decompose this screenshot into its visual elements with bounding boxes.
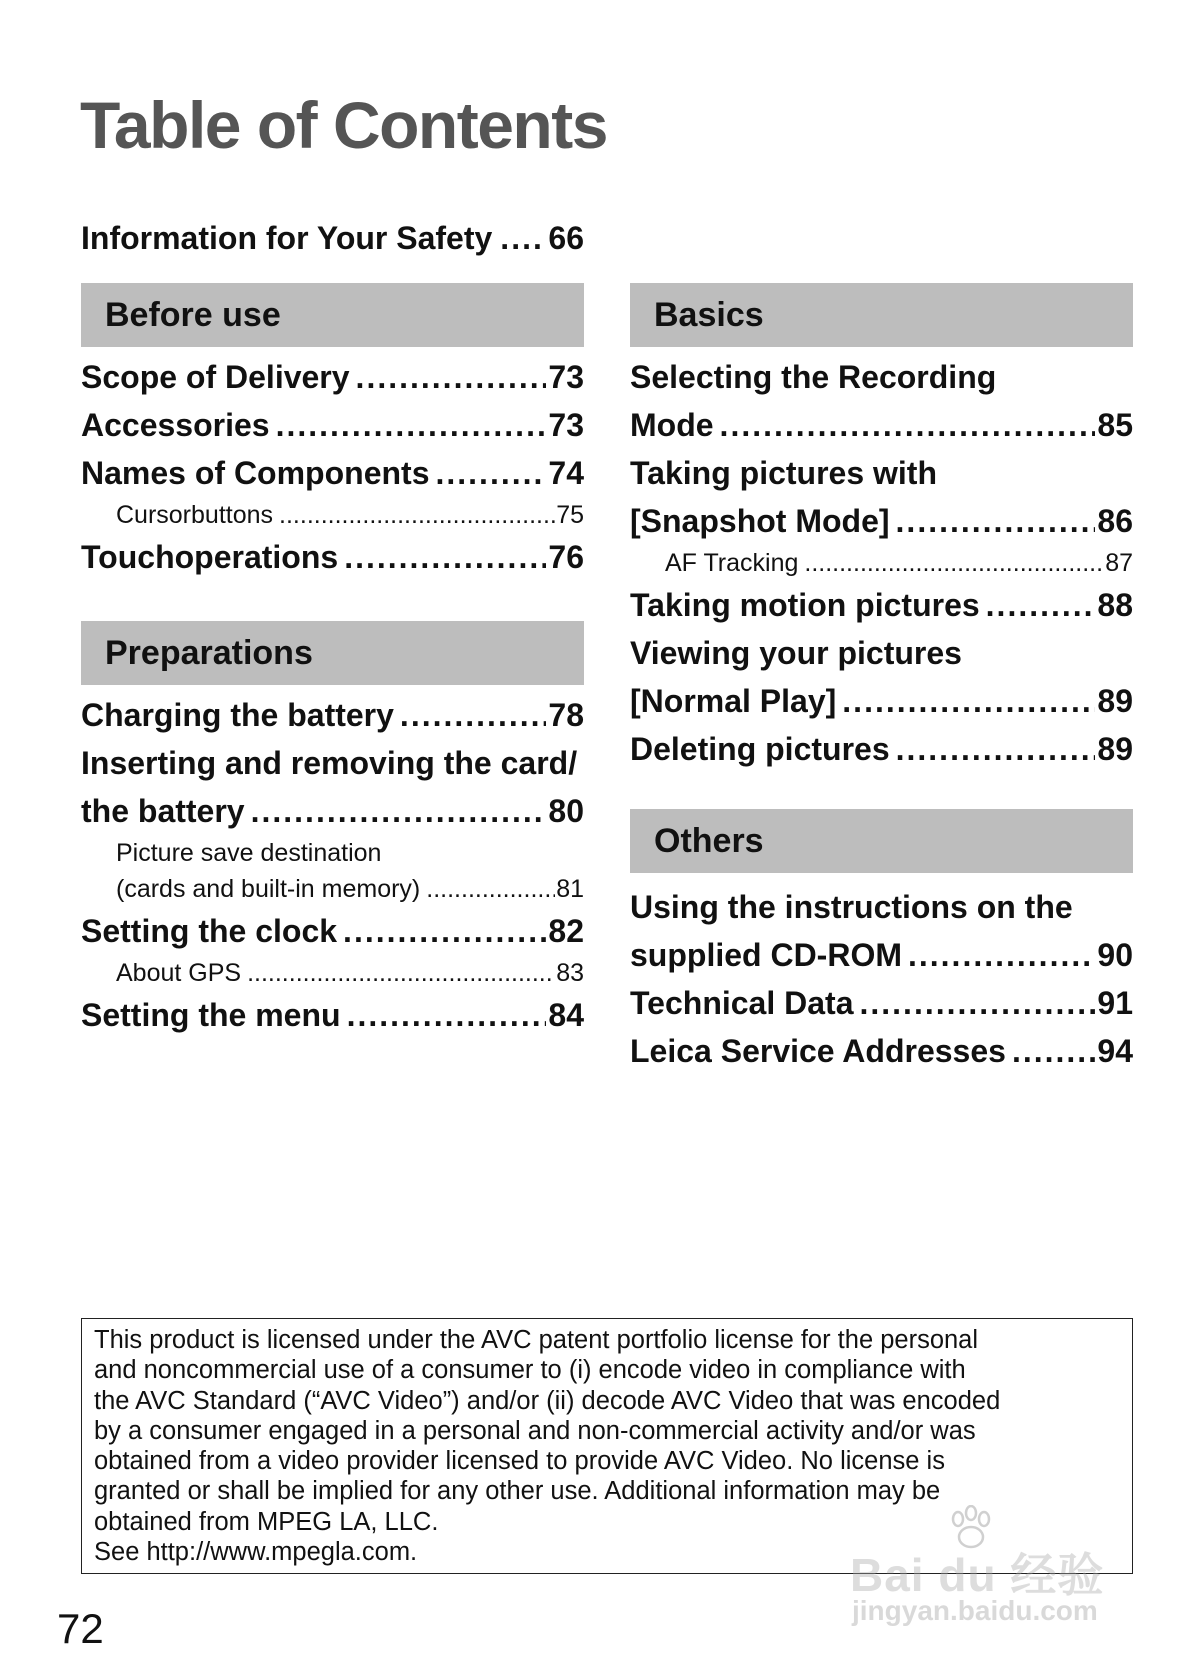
toc-entry-label: Touchoperations [81,539,339,575]
toc-entry-motion[interactable] [630,581,1133,629]
leader-dots [908,931,1095,979]
safety-entry-wrap [81,214,584,262]
toc-entry-inserting-line1[interactable]: Inserting and removing the card/ [81,745,578,781]
leader-dots [343,907,546,955]
toc-subentry-cursor[interactable] [81,497,584,533]
toc-subentry-af[interactable] [630,545,1133,581]
toc-entry-viewing-line1[interactable]: Viewing your pictures [630,635,962,671]
leader-dots [356,353,547,401]
watermark-logo: Bai du 经验 [850,1549,1105,1601]
leader-dots [426,871,555,907]
notice-line: granted or shall be implied for any other use. Additional information may be [94,1477,941,1506]
leader-dots [347,991,547,1039]
toc-left-column [81,283,584,1039]
leader-dots [435,449,546,497]
leader-dots [500,214,546,262]
toc-entry-deleting[interactable] [630,725,1133,773]
toc-entry-clock[interactable] [81,907,584,955]
notice-line: and noncommercial use of a consumer to (i) encode video in compliance with [94,1356,966,1385]
toc-entry-label: Setting the clock [81,913,338,949]
leader-dots [720,401,1096,449]
toc-entry-menu[interactable] [81,991,584,1039]
leader-dots [251,787,547,835]
notice-line: obtained from MPEG LA, LLC. [94,1507,439,1536]
section-heading-before-use: Before use [81,283,584,347]
toc-entry-label: Setting the menu [81,997,341,1033]
toc-entry-page: 73 [548,407,584,443]
toc-entry-scope[interactable] [81,353,584,401]
toc-entry-inserting[interactable] [81,787,584,835]
toc-entry-label: supplied CD-ROM [630,937,902,973]
toc-entry-label: the battery [81,793,245,829]
toc-entry-label: Technical Data [630,985,854,1021]
toc-entry-page: 90 [1097,937,1133,973]
toc-entry-label: Names of Components [81,455,430,491]
notice-line: This product is licensed under the AVC patent portfolio license for the personal [94,1326,979,1354]
toc-entry-charging[interactable] [81,691,584,739]
leader-dots [276,401,547,449]
page-title: Table of Contents [80,88,607,162]
toc-entry-page: 85 [1097,407,1133,443]
leader-dots [986,581,1096,629]
leader-dots [896,497,1096,545]
toc-entry-label: Accessories [81,407,270,443]
toc-entry-service[interactable] [630,1027,1133,1075]
section-heading-preparations: Preparations [81,621,584,685]
toc-entry-label: Deleting pictures [630,731,890,767]
notice-line: by a consumer engaged in a personal and non-commercial activity and/or was [94,1416,976,1445]
toc-entry-page: 80 [548,793,584,829]
leader-dots [896,725,1096,773]
leader-dots [804,545,1104,581]
toc-entry-page: 84 [548,997,584,1033]
toc-entry-label: (cards and built-in memory) [116,875,421,903]
leader-dots [279,497,555,533]
toc-entry-label: Charging the battery [81,697,394,733]
toc-entry-safety[interactable] [81,214,584,262]
toc-entry-page: 91 [1097,985,1133,1021]
toc-entry-label: About GPS [116,959,242,987]
toc-entry-page: 73 [548,359,584,395]
leader-dots [344,533,546,581]
toc-entry-label: Leica Service Addresses [630,1033,1006,1069]
toc-entry-label: Cursorbuttons [116,501,274,529]
toc-entry-page: 66 [548,220,584,256]
leader-dots [859,979,1095,1027]
leader-dots [1012,1027,1095,1075]
toc-entry-viewing[interactable] [630,677,1133,725]
leader-dots [400,691,546,739]
toc-entry-label: Taking motion pictures [630,587,980,623]
toc-entry-technical[interactable] [630,979,1133,1027]
notice-line: obtained from a video provider licensed to provide AVC Video. No license is [94,1447,945,1476]
toc-entry-page: 87 [1105,549,1133,577]
toc-entry-page: 76 [548,539,584,575]
toc-entry-label: Information for Your Safety [81,220,493,256]
toc-entry-label: Scope of Delivery [81,359,350,395]
toc-entry-instructions[interactable] [630,931,1133,979]
toc-entry-snapshot[interactable] [630,497,1133,545]
section-heading-basics: Basics [630,283,1133,347]
toc-entry-page: 75 [556,501,584,529]
toc-subentry-gps[interactable] [81,955,584,991]
page-number: 72 [57,1605,104,1652]
toc-entry-components[interactable] [81,449,584,497]
toc-entry-page: 89 [1097,731,1133,767]
section-heading-others: Others [630,809,1133,873]
toc-entry-page: 78 [548,697,584,733]
toc-entry-snapshot-line1[interactable]: Taking pictures with [630,455,937,491]
notice-line: See http://www.mpegla.com. [94,1538,418,1567]
toc-entry-page: 83 [556,959,584,987]
leader-dots [842,677,1095,725]
toc-entry-page: 86 [1097,503,1133,539]
toc-entry-page: 82 [548,913,584,949]
toc-subentry-save[interactable] [81,871,584,907]
toc-entry-recording-line1[interactable]: Selecting the Recording [630,359,997,395]
toc-entry-page: 88 [1097,587,1133,623]
toc-entry-recording[interactable] [630,401,1133,449]
leader-dots [247,955,555,991]
watermark-url: jingyan.baidu.com [852,1595,1098,1626]
toc-right-column [630,283,1133,1075]
toc-entry-label: [Snapshot Mode] [630,503,890,539]
toc-entry-page: 89 [1097,683,1133,719]
toc-entry-page: 81 [556,875,584,903]
toc-entry-page: 74 [548,455,584,491]
toc-entry-accessories[interactable] [81,401,584,449]
toc-entry-label: [Normal Play] [630,683,837,719]
toc-subentry-save-line1[interactable]: Picture save destination [116,839,382,867]
baidu-watermark [850,1505,1130,1635]
toc-entry-touch[interactable] [81,533,584,581]
toc-entry-label: AF Tracking [665,549,799,577]
toc-entry-instructions-line1[interactable]: Using the instructions on the [630,889,1073,925]
toc-entry-label: Mode [630,407,714,443]
notice-line: the AVC Standard (“AVC Video”) and/or (ii) decode AVC Video that was encoded [94,1386,1001,1415]
toc-entry-page: 94 [1097,1033,1133,1069]
